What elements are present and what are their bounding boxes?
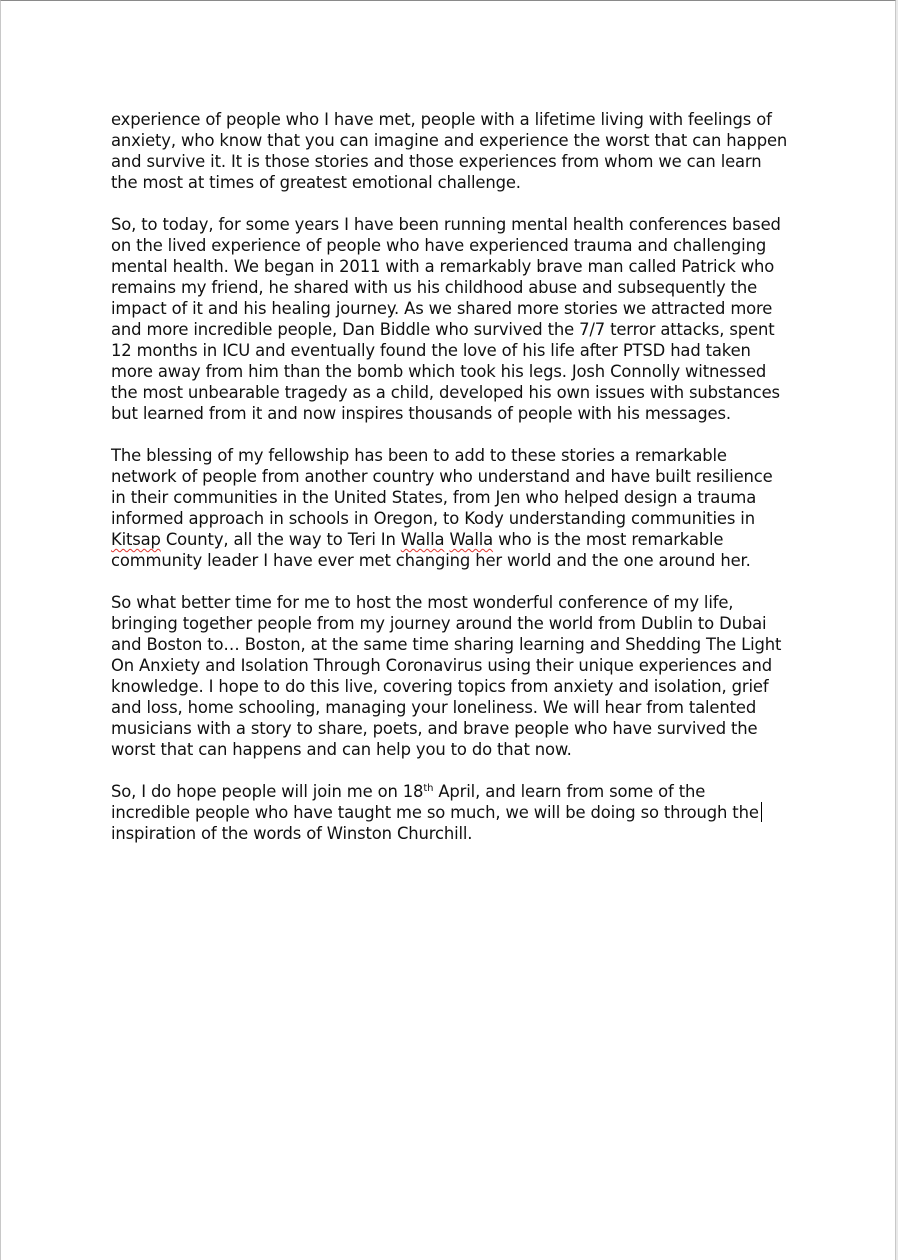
text-line: in their communities in the United States, from Jen who helped design a trauma [111,488,757,507]
text-line: experience of people who I have met, people with a lifetime living with feelings of [111,110,772,129]
misspelled-word[interactable]: Walla [400,530,445,549]
misspelled-word[interactable]: Walla [449,530,494,549]
misspelled-word[interactable]: Kitsap [111,530,161,549]
text-run: County, all the way to Teri In [160,530,401,549]
paragraph-5 [111,781,791,844]
paragraph-4 [111,592,791,760]
text-line [111,529,791,550]
text-line: So, to today, for some years I have been running mental health conferences based [111,215,781,234]
text-run: incredible people who have taught me so much, we will be doing so through the [111,803,759,822]
document-body[interactable] [111,109,791,865]
text-line: informed approach in schools in Oregon, to Kody understanding communities in [111,509,755,528]
text-line: mental health. We began in 2011 with a remarkably brave man called Patrick who [111,257,775,276]
ordinal-superscript: th [423,783,434,794]
text-line: network of people from another country who understand and have built resilience [111,467,773,486]
text-run: who is the most remarkable [493,530,724,549]
text-line: the most at times of greatest emotional challenge. [111,173,521,192]
text-line: community leader I have ever met changing her world and the one around her. [111,551,751,570]
text-run: So, I do hope people will join me on 18 [111,782,424,801]
text-line: On Anxiety and Isolation Through Coronavirus using their unique experiences and [111,656,772,675]
text-line: and Boston to… Boston, at the same time sharing learning and Shedding The Light [111,635,782,654]
text-line: more away from him than the bomb which took his legs. Josh Connolly witnessed [111,362,767,381]
text-line: inspiration of the words of Winston Churchill. [111,824,473,843]
text-line: but learned from it and now inspires thousands of people with his messages. [111,404,731,423]
paragraph-1 [111,109,791,193]
text-line: The blessing of my fellowship has been to add to these stories a remarkable [111,446,727,465]
text-line: 12 months in ICU and eventually found the love of his life after PTSD had taken [111,341,751,360]
text-line: and loss, home schooling, managing your loneliness. We will hear from talented [111,698,757,717]
text-line: impact of it and his healing journey. As we shared more stories we attracted more [111,299,773,318]
text-line: anxiety, who know that you can imagine and experience the worst that can happen [111,131,788,150]
text-line: musicians with a story to share, poets, and brave people who have survived the [111,719,758,738]
paragraph-3 [111,445,791,571]
text-line: the most unbearable tragedy as a child, developed his own issues with substances [111,383,780,402]
text-line: and more incredible people, Dan Biddle who survived the 7/7 terror attacks, spent [111,320,775,339]
text-line [111,781,791,802]
text-cursor [761,802,763,822]
text-line [111,802,791,823]
text-line: worst that can happens and can help you to do that now. [111,740,572,759]
text-line: So what better time for me to host the most wonderful conference of my life, [111,593,734,612]
paragraph-2 [111,214,791,424]
text-line: on the lived experience of people who have experienced trauma and challenging [111,236,767,255]
text-line: and survive it. It is those stories and those experiences from whom we can learn [111,152,762,171]
text-line: remains my friend, he shared with us his childhood abuse and subsequently the [111,278,758,297]
text-run: April, and learn from some of the [433,782,706,801]
text-line: knowledge. I hope to do this live, covering topics from anxiety and isolation, grief [111,677,769,696]
text-line: bringing together people from my journey around the world from Dublin to Dubai [111,614,767,633]
